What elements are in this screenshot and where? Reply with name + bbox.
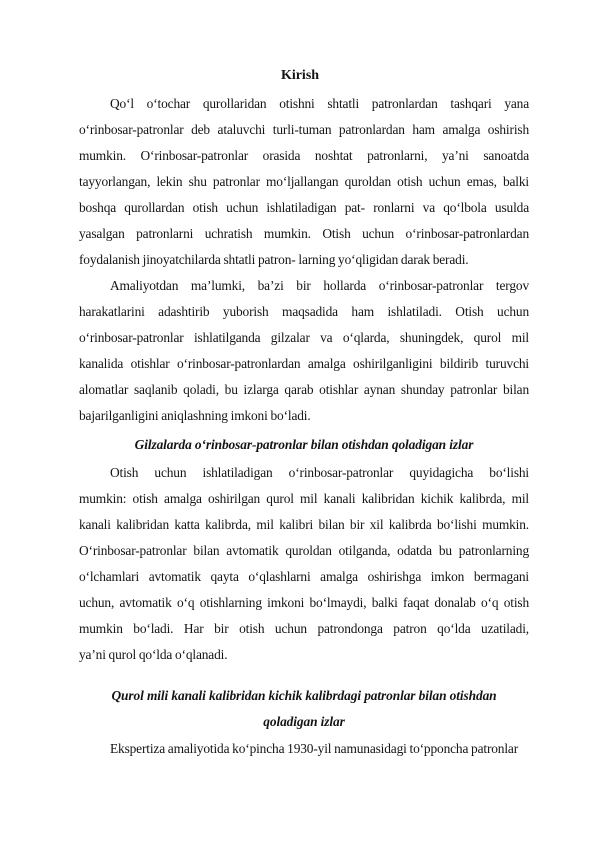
- text-line: boshqa qurollardan otish uchun ishlatiladigan pat- ronlarni va qo‘lbola usulda: [79, 200, 529, 215]
- section-heading-smaller-caliber: [79, 683, 529, 735]
- text-line: o‘rinbosar-patronlar ishlatilganda gilzalar va o‘qlarda, shuningdek, qurol mil: [79, 330, 529, 345]
- text-line: O‘rinbosar-patronlar bilan avtomatik quroldan otilganda, odatda bu patronlarning: [79, 543, 529, 558]
- text-line: kanali kalibridan katta kalibrda, mil kalibri bilan bir xil kalibrda bo‘lishi mumkin.: [79, 517, 529, 532]
- text-line: Qo‘l o‘tochar qurollaridan otishni shtatli patronlardan tashqari yana: [110, 96, 529, 111]
- text-line: kanalida otishlar o‘rinbosar-patronlardan amalga oshirilganligini bildirib turuvchi: [79, 356, 529, 371]
- paragraph-expertise: [79, 736, 529, 762]
- heading-line: qoladigan izlar: [263, 714, 345, 729]
- text-line: harakatlarini adashtirib yuborish maqsadida ham ishlatiladi. Otish uchun: [79, 304, 529, 319]
- text-line: mumkin. O‘rinbosar-patronlar orasida noshtat patronlarni, ya’ni sanoatda: [79, 148, 529, 163]
- page-title: Kirish: [280, 68, 320, 83]
- text-line: bajarilganligini aniqlashning imkoni bo‘ladi.: [79, 408, 311, 423]
- text-line: o‘lchamlari avtomatik qayta o‘qlashlarni amalga oshirishga imkon bermagani: [79, 569, 529, 584]
- text-line: alomatlar saqlanib qoladi, bu izlarga qarab otishlar aynan shunday patronlar bilan: [79, 382, 529, 397]
- text-line: yasalgan patronlarni uchratish mumkin. Otish uchun o‘rinbosar-patronlardan: [79, 226, 529, 241]
- text-line: mumkin: otish amalga oshirilgan qurol mil kanali kalibridan kichik kalibrda, mil: [79, 491, 529, 506]
- paragraph-substitute-types: [79, 460, 529, 668]
- text-line: foydalanish jinoyatchilarda shtatli patron- larning yo‘qligidan darak beradi.: [79, 252, 469, 267]
- text-line: Otish uchun ishlatiladigan o‘rinbosar-patronlar quyidagicha bo‘lishi: [110, 465, 529, 480]
- text-line: o‘rinbosar-patronlar deb ataluvchi turli-tuman patronlardan ham amalga oshirish: [79, 122, 529, 137]
- text-line: ya’ni qurol qo‘lda o‘qlanadi.: [79, 647, 228, 662]
- text-line: Ekspertiza amaliyotida ko‘pincha 1930-yil namunasidagi to‘pponcha patronlar: [110, 741, 519, 756]
- text-line: mumkin bo‘ladi. Har bir otish uchun patrondonga patron qo‘lda uzatiladi,: [79, 621, 529, 636]
- text-line: Amaliyotdan ma’lumki, ba’zi bir hollarda o‘rinbosar-patronlar tergov: [110, 278, 529, 293]
- text-line: tayyorlangan, lekin shu patronlar mo‘ljallangan quroldan otish uchun emas, balki: [79, 174, 529, 189]
- heading-line: Qurol mili kanali kalibridan kichik kalibrdagi patronlar bilan otishdan: [111, 688, 497, 703]
- section-heading-cartridge-cases: Gilzalarda o‘rinbosar-patronlar bilan otishdan qoladigan izlar: [134, 437, 474, 452]
- paragraph-intro: [79, 91, 529, 273]
- text-line: uchun, avtomatik o‘q otishlarning imkoni bo‘lmaydi, balki faqat donalab o‘q otish: [79, 595, 529, 610]
- paragraph-practice: [79, 273, 529, 429]
